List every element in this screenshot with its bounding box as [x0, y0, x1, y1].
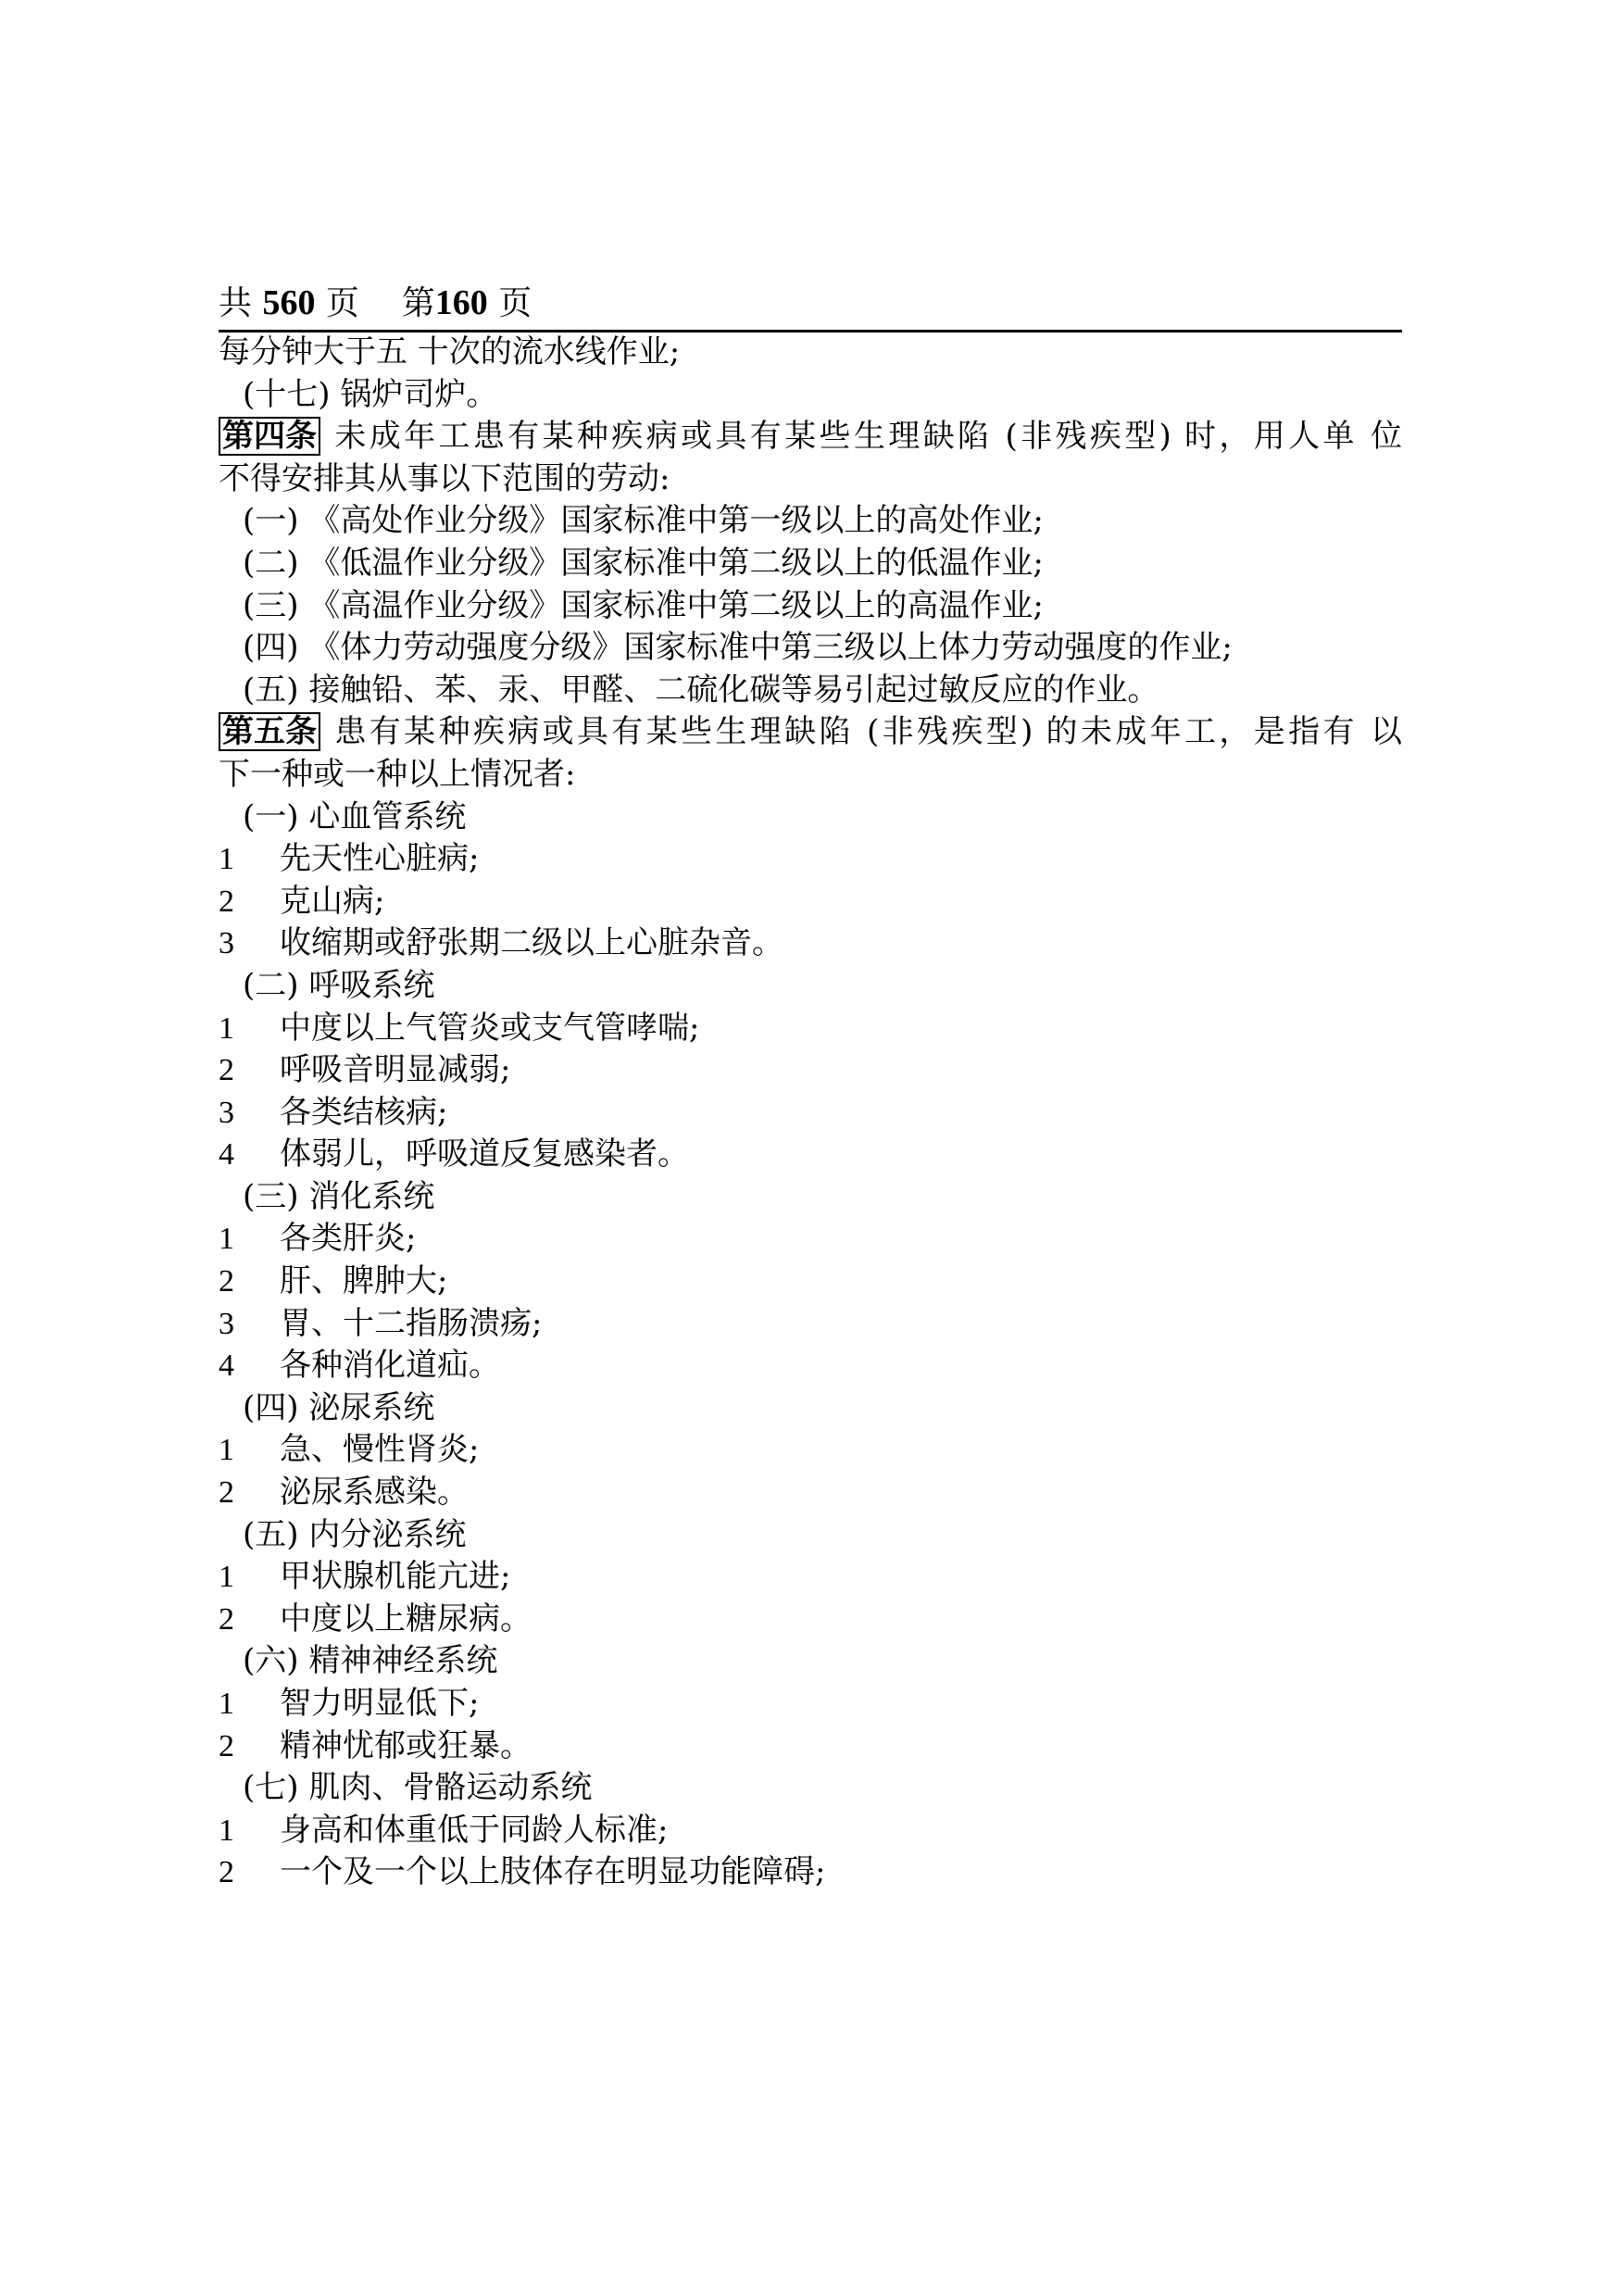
list-item	[219, 1049, 1402, 1092]
section-title: (二) 呼吸系统	[243, 966, 435, 1004]
article-4-text-1: 未成年工患有某种疾病或具有某些生理缺陷 (非残疾型) 时，用人单 位	[332, 418, 1402, 456]
list-item-number: 1	[219, 1687, 234, 1721]
list-item	[219, 922, 1402, 965]
article-4-item: (三) 《高温作业分级》国家标准中第二级以上的高温作业;	[243, 586, 1044, 624]
list-item-text: 先天性心脏病;	[280, 840, 480, 878]
list-item-number: 2	[219, 1264, 234, 1299]
list-item	[219, 1810, 1402, 1852]
list-item-text: 智力明显低下;	[280, 1685, 480, 1722]
list-item-number: 1	[219, 1010, 234, 1046]
article-4-line-1	[219, 416, 1402, 458]
text-line: 每分钟大于五 十次的流水线作业;	[219, 333, 681, 370]
article-4-item: (五) 接触铅、苯、汞、甲醛、二硫化碳等易引起过敏反应的作业。	[243, 671, 1159, 709]
article-4-item: (一) 《高处作业分级》国家标准中第一级以上的高处作业;	[243, 502, 1044, 540]
list-item	[219, 1599, 1402, 1641]
list-item	[219, 881, 1402, 923]
article-4-label: 第四条	[219, 417, 320, 456]
list-item-text: 各种消化道疝。	[280, 1347, 500, 1385]
list-item	[219, 1683, 1402, 1725]
section-title: (六) 精神神经系统	[243, 1642, 498, 1680]
list-item	[219, 1725, 1402, 1768]
list-item-text: 急、慢性肾炎;	[280, 1431, 480, 1469]
list-item	[219, 1261, 1402, 1303]
list-item-text: 中度以上气管炎或支气管哮喘;	[280, 1009, 700, 1047]
list-item-number: 4	[219, 1349, 234, 1384]
list-item	[219, 1556, 1402, 1599]
article-5-line-2: 下一种或一种以上情况者:	[219, 755, 576, 793]
list-item	[219, 1472, 1402, 1514]
list-item-number: 2	[219, 1728, 234, 1763]
section-title: (一) 心血管系统	[243, 797, 467, 835]
list-item	[219, 1345, 1402, 1387]
list-item-number: 1	[219, 1222, 234, 1257]
list-item-text: 身高和体重低于同龄人标准;	[280, 1811, 669, 1849]
list-item-text: 一个及一个以上肢体存在明显功能障碍;	[280, 1853, 826, 1891]
list-item-number: 1	[219, 842, 234, 877]
article-5-text-1: 患有某种疾病或具有某些生理缺陷 (非残疾型) 的未成年工，是指有 以	[332, 713, 1402, 751]
list-item-number: 3	[219, 926, 234, 961]
list-item-text: 呼吸音明显减弱;	[280, 1051, 511, 1089]
list-item-number: 1	[219, 1560, 234, 1595]
list-item-text: 体弱儿，呼吸道反复感染者。	[280, 1135, 689, 1173]
article-4-item: (四) 《体力劳动强度分级》国家标准中第三级以上体力劳动强度的作业;	[243, 629, 1233, 667]
list-item-number: 2	[219, 884, 234, 919]
article-4-item: (二) 《低温作业分级》国家标准中第二级以上的低温作业;	[243, 544, 1044, 582]
header-current-prefix: 第	[401, 284, 435, 322]
list-item-text: 肝、脾肿大;	[280, 1262, 448, 1300]
list-item-text: 胃、十二指肠溃疡;	[280, 1304, 543, 1342]
list-item	[219, 1134, 1402, 1176]
header-page-word-2: 页	[498, 284, 532, 322]
list-item	[219, 1303, 1402, 1346]
list-item	[219, 1218, 1402, 1261]
list-item-text: 泌尿系感染。	[280, 1474, 469, 1512]
header-page-word: 页	[325, 284, 359, 322]
article-4-line-2: 不得安排其从事以下范围的劳动:	[219, 459, 670, 497]
list-item-number: 1	[219, 1433, 234, 1468]
header-total-pages: 560	[262, 283, 316, 322]
section-title: (七) 肌肉、骨骼运动系统	[243, 1769, 593, 1807]
document-body	[219, 332, 1402, 1894]
list-item	[219, 1092, 1402, 1135]
list-item-text: 精神忧郁或狂暴。	[280, 1726, 532, 1764]
list-item-number: 3	[219, 1095, 234, 1130]
section-title: (三) 消化系统	[243, 1177, 435, 1215]
list-item-text: 各类肝炎;	[280, 1220, 417, 1258]
list-item-number: 2	[219, 1855, 234, 1890]
header-total-prefix: 共	[219, 284, 253, 322]
list-item-text: 各类结核病;	[280, 1093, 448, 1131]
article-5-line-1	[219, 711, 1402, 754]
list-item-number: 1	[219, 1813, 234, 1848]
page-header	[219, 278, 1402, 328]
text-line: (十七) 锅炉司炉。	[243, 375, 498, 413]
condition-sections	[219, 797, 1402, 1894]
list-item-number: 2	[219, 1601, 234, 1637]
list-item-number: 4	[219, 1137, 234, 1173]
list-item-number: 2	[219, 1475, 234, 1511]
list-item-number: 3	[219, 1306, 234, 1341]
header-current-page: 160	[434, 283, 488, 322]
list-item	[219, 1429, 1402, 1472]
section-title: (五) 内分泌系统	[243, 1515, 467, 1553]
list-item	[219, 1008, 1402, 1050]
list-item	[219, 838, 1402, 881]
list-item-text: 中度以上糖尿病。	[280, 1600, 532, 1637]
list-item-number: 2	[219, 1053, 234, 1088]
article-5-label: 第五条	[219, 712, 320, 751]
section-title: (四) 泌尿系统	[243, 1388, 435, 1426]
list-item-text: 克山病;	[280, 882, 385, 920]
list-item	[219, 1851, 1402, 1894]
list-item-text: 甲状腺机能亢进;	[280, 1558, 511, 1596]
list-item-text: 收缩期或舒张期二级以上心脏杂音。	[280, 924, 783, 962]
